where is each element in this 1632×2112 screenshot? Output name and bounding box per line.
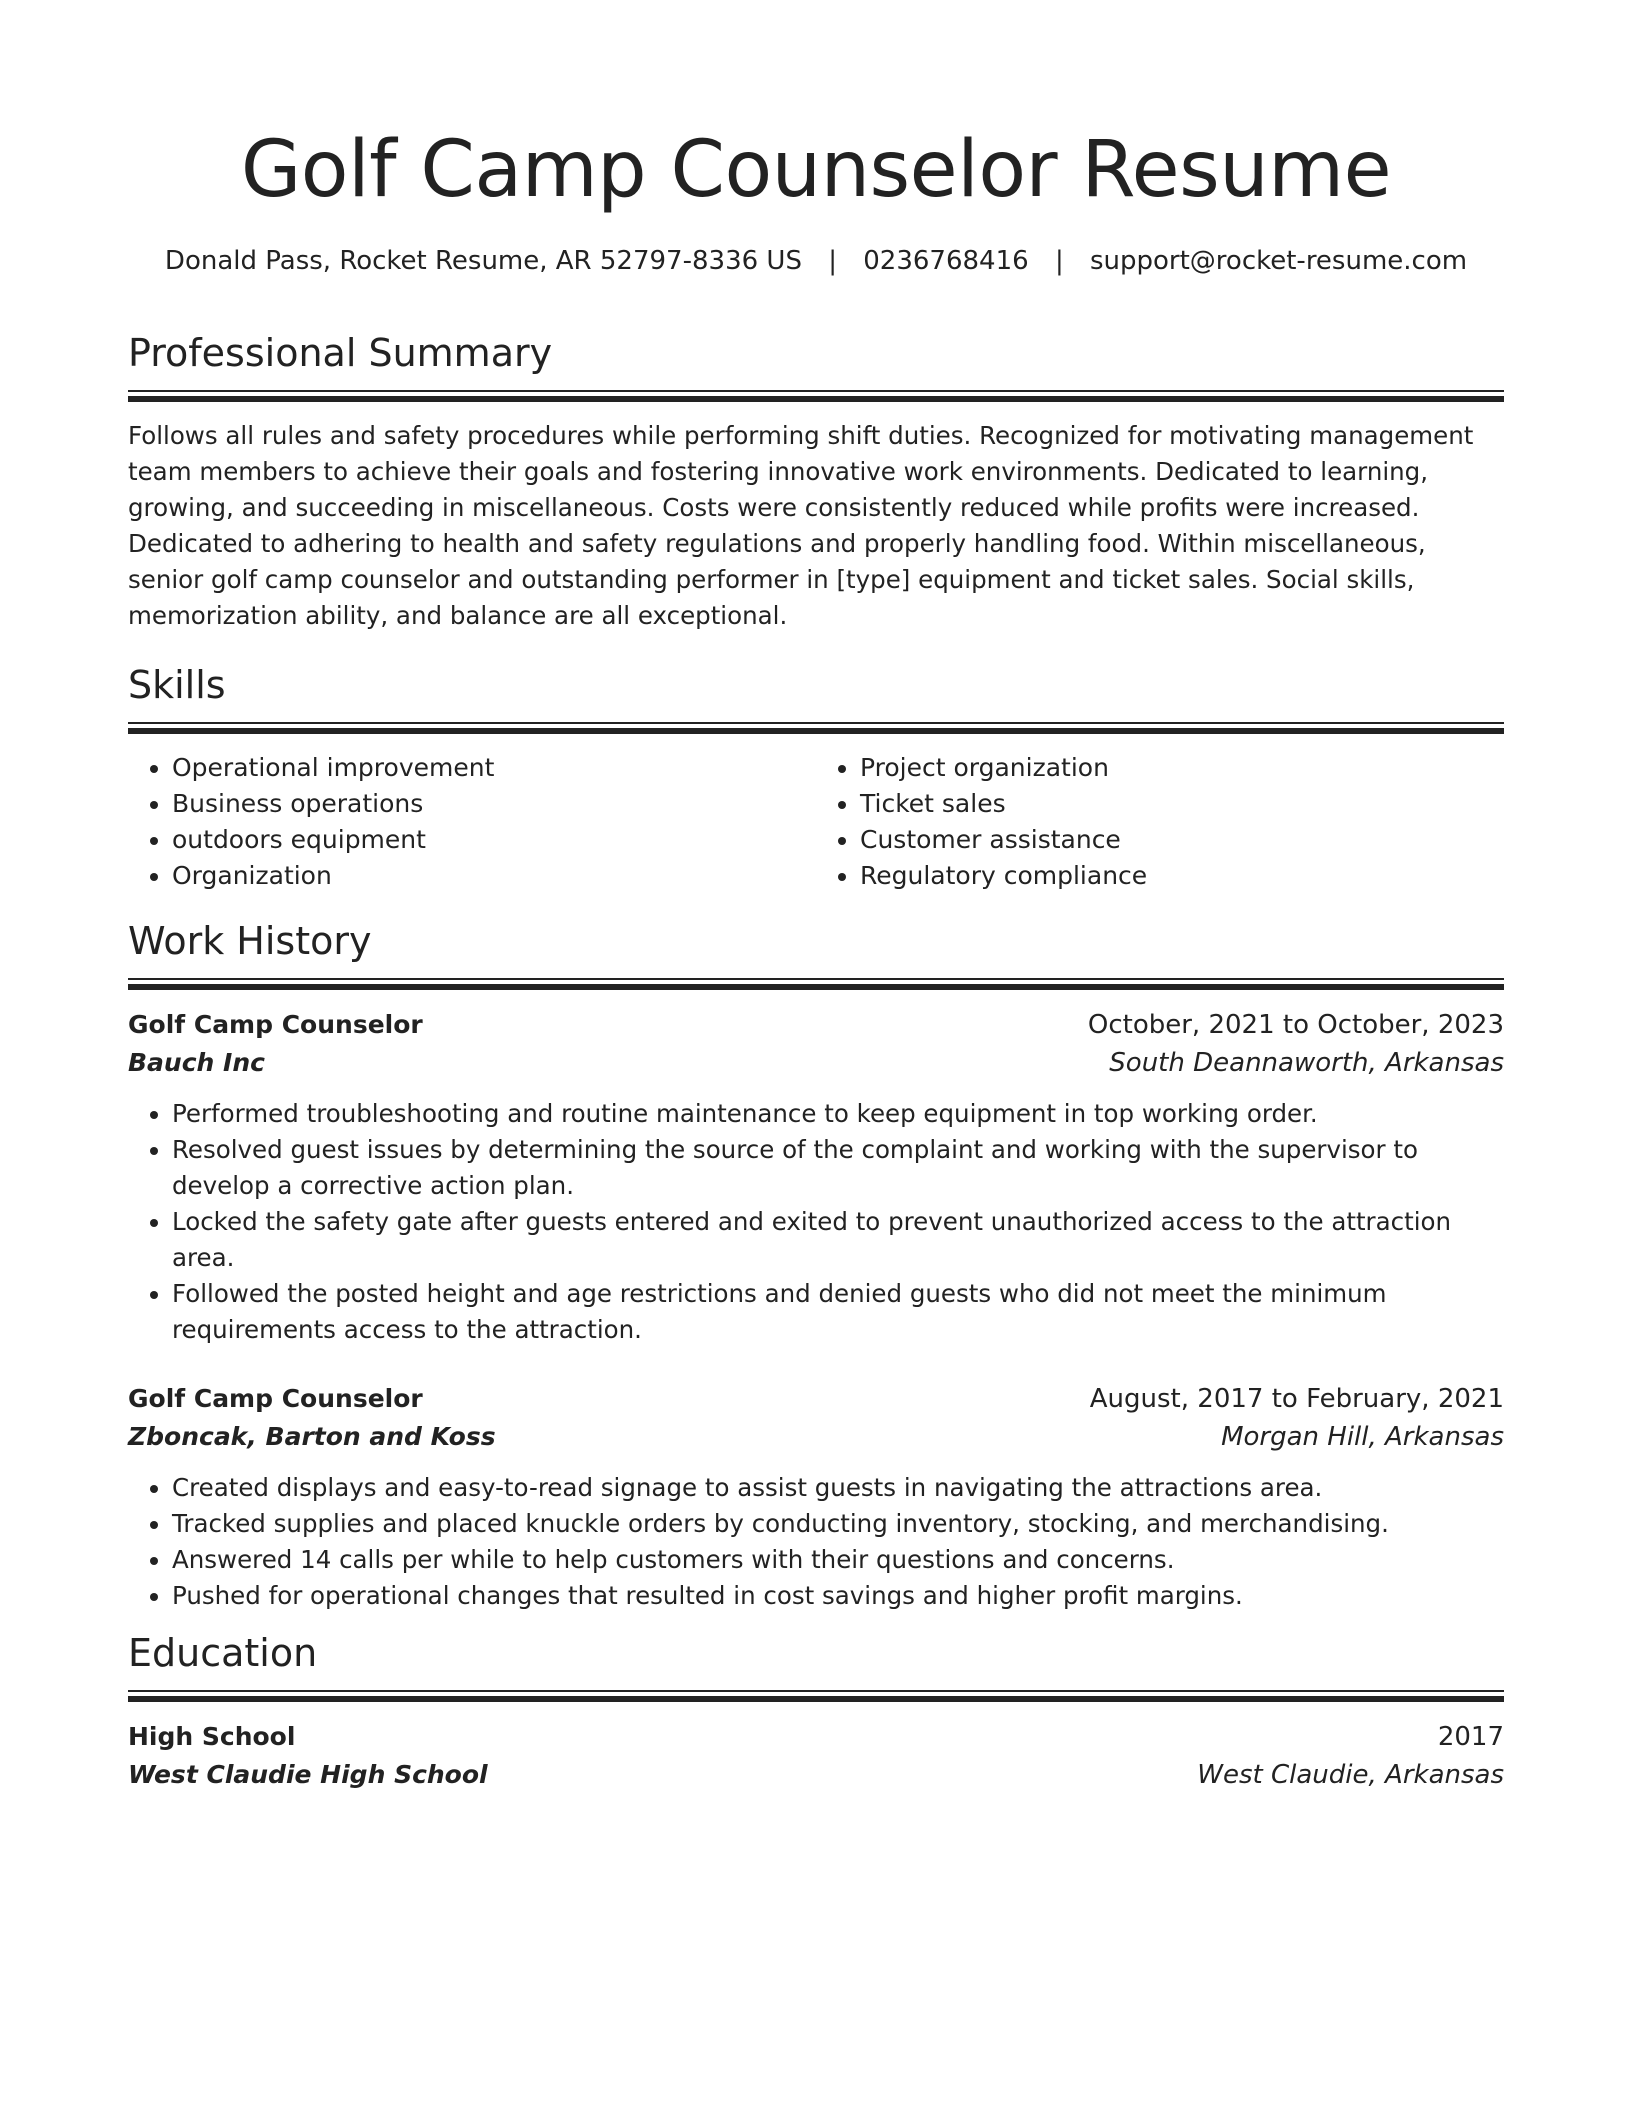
education-header-row	[128, 1718, 1504, 1756]
summary-section	[128, 328, 1504, 634]
job-header-row	[128, 1006, 1504, 1044]
skills-grid	[128, 750, 1504, 894]
job-company-row	[128, 1044, 1504, 1082]
skill-item: • Customer assistance	[860, 822, 1504, 858]
work-heading: Work History	[128, 919, 372, 963]
job-header-row	[128, 1380, 1504, 1418]
skills-section	[128, 660, 1504, 894]
duty-item: • Created displays and easy-to-read signage to assist guests in navigating the attractions area.	[172, 1470, 1504, 1506]
education-section	[128, 1628, 1504, 1794]
skills-list-left	[128, 750, 816, 894]
education-year: 2017	[1437, 1722, 1504, 1752]
job-company: Zboncak, Barton and Koss	[128, 1422, 496, 1451]
job-duties	[128, 1470, 1504, 1614]
job-location: South Deannaworth, Arkansas	[1109, 1048, 1504, 1078]
duty-item: • Tracked supplies and placed knuckle orders by conducting inventory, stocking, and merchandising.	[172, 1506, 1504, 1542]
section-divider	[128, 1690, 1504, 1702]
skill-item: • Operational improvement	[172, 750, 816, 786]
skill-item: • Organization	[172, 858, 816, 894]
work-section	[128, 916, 1504, 1614]
duty-item: • Locked the safety gate after guests entered and exited to prevent unauthorized access to the attraction area.	[172, 1204, 1504, 1276]
duty-item: • Followed the posted height and age restrictions and denied guests who did not meet the minimum requirements access to the attraction.	[172, 1276, 1504, 1348]
job-dates: August, 2017 to February, 2021	[1089, 1384, 1504, 1414]
job-company: Bauch Inc	[128, 1048, 265, 1077]
section-divider	[128, 978, 1504, 990]
duty-item: • Answered 14 calls per while to help customers with their questions and concerns.	[172, 1542, 1504, 1578]
skill-item: • Ticket sales	[860, 786, 1504, 822]
job-title: Golf Camp Counselor	[128, 1010, 423, 1039]
duty-item: • Pushed for operational changes that resulted in cost savings and higher profit margins.	[172, 1578, 1504, 1614]
job-entry	[128, 1380, 1504, 1614]
job-duties	[128, 1096, 1504, 1348]
job-title: Golf Camp Counselor	[128, 1384, 423, 1413]
resume-title: Golf Camp Counselor Resume	[240, 125, 1392, 215]
education-school-row	[128, 1756, 1504, 1794]
job-dates: October, 2021 to October, 2023	[1087, 1010, 1504, 1040]
education-degree: High School	[128, 1722, 296, 1751]
education-heading: Education	[128, 1631, 318, 1675]
skill-item: • outdoors equipment	[172, 822, 816, 858]
education-location: West Claudie, Arkansas	[1197, 1760, 1504, 1790]
contact-phone: 0236768416	[863, 246, 1029, 276]
job-entry	[128, 1006, 1504, 1348]
duty-item: • Performed troubleshooting and routine maintenance to keep equipment in top working order.	[172, 1096, 1504, 1132]
contact-line	[128, 244, 1504, 278]
skill-item: • Business operations	[172, 786, 816, 822]
skill-item: • Project organization	[860, 750, 1504, 786]
skills-list-right	[816, 750, 1504, 894]
contact-separator: |	[1054, 246, 1064, 276]
summary-heading: Professional Summary	[128, 331, 553, 375]
duty-item: • Resolved guest issues by determining the source of the complaint and working with the supervisor to develop a corrective action plan.	[172, 1132, 1504, 1204]
education-school: West Claudie High School	[128, 1760, 488, 1789]
section-divider	[128, 722, 1504, 734]
skills-heading: Skills	[128, 663, 226, 707]
contact-address: Donald Pass, Rocket Resume, AR 52797-8336 US	[164, 246, 802, 276]
summary-text: Follows all rules and safety procedures while performing shift duties. Recognized for motivating management team members to achieve their goals and fostering innovative work environments. Dedicated to learning, growing, and succeeding in miscellaneous. Costs were consistently reduced while profits were increased. Dedicated to adhering to health and safety regulations and properly handling food. Within miscellaneous, senior golf camp counselor and outstanding performer in [type] equipment and ticket sales. Social skills, memorization ability, and balance are all exceptional.	[128, 421, 1474, 630]
contact-separator: |	[828, 246, 837, 276]
job-company-row	[128, 1418, 1504, 1456]
skill-item: • Regulatory compliance	[860, 858, 1504, 894]
job-location: Morgan Hill, Arkansas	[1221, 1422, 1504, 1452]
contact-email: support@rocket-resume.com	[1089, 246, 1468, 276]
section-divider	[128, 390, 1504, 402]
